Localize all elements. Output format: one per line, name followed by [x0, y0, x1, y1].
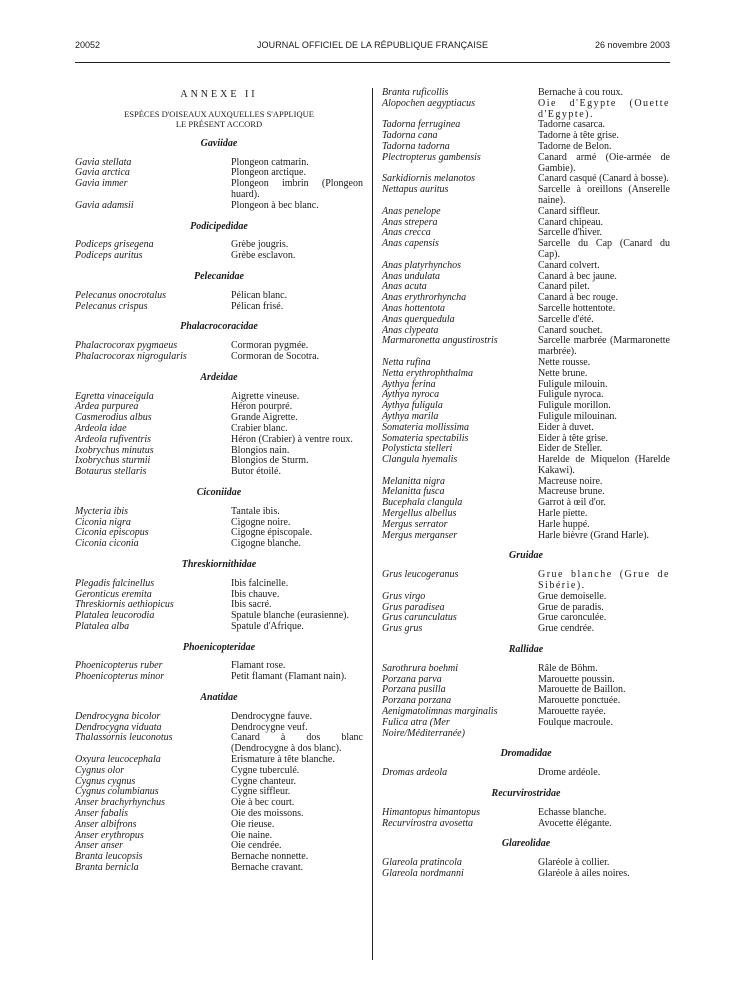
common-name: Canard casqué (Canard à bosse).: [538, 173, 669, 185]
common-name: Canard pilet.: [538, 281, 590, 293]
species-row: [75, 201, 363, 212]
common-name: Sarcelle marbrée (Marmaronette marbrée).: [538, 335, 670, 358]
left-column: [75, 88, 363, 874]
family-heading: Rallidae: [508, 644, 544, 656]
annex-title: ANNEXE II: [180, 89, 258, 100]
species-row: [75, 302, 363, 313]
species-row: [382, 261, 670, 272]
scientific-name: Dromas ardeola: [382, 767, 448, 779]
common-name: Nette rousse.: [538, 356, 591, 368]
page-header: [75, 40, 670, 54]
family-heading: Pelecanidae: [194, 270, 244, 282]
common-name: Héron pourpré.: [231, 401, 293, 413]
scientific-name: Glareola nordmanni: [382, 868, 464, 879]
scientific-name: Ciconia episcopus: [75, 527, 149, 539]
scientific-name: Phoenicopterus minor: [75, 671, 165, 683]
species-row: [75, 507, 363, 518]
common-name: Tadorne casarca.: [538, 119, 606, 131]
family-heading: Gaviidae: [200, 137, 238, 149]
common-name: Petit flamant (Flamant nain).: [231, 671, 347, 683]
scientific-name: Clangula hyemalis: [382, 454, 458, 466]
scientific-name: Casmerodius albus: [75, 412, 152, 424]
scientific-name: Ardea purpurea: [75, 401, 139, 413]
common-name: Plongeon à bec blanc.: [231, 199, 319, 211]
species-row: [382, 819, 670, 830]
scientific-name: Aenigmatolimnas marginalis: [382, 706, 498, 718]
common-name: Grue caronculée.: [538, 612, 607, 624]
scientific-name: Sarkidiornis melanotos: [382, 173, 476, 185]
common-name: Sarcelle du Cap (Canard du Cap).: [538, 238, 670, 260]
scientific-name: Anser brachyrhynchus: [75, 797, 166, 809]
common-name: Canard siffleur.: [538, 205, 601, 217]
common-name: Grue cendrée.: [538, 623, 595, 635]
scientific-name: Platalea alba: [75, 620, 130, 632]
common-name: Plongeon arctique.: [231, 167, 306, 179]
species-row: [382, 99, 670, 121]
scientific-name: Ardeola rufiventris: [75, 433, 152, 445]
species-row: [382, 153, 670, 175]
common-name: Grèbe esclavon.: [231, 250, 296, 262]
species-row: [382, 315, 670, 326]
common-name: Canard à bec jaune.: [538, 270, 617, 282]
common-name: Cygne tuberculé.: [231, 764, 300, 776]
scientific-name: Anas undulata: [382, 270, 441, 282]
common-name: Fuligule morillon.: [538, 400, 611, 412]
common-name: Grue blanche (Grue de Sibérie).: [538, 569, 670, 592]
common-name: Grue de paradis.: [538, 601, 604, 613]
page-number: 20052: [75, 40, 101, 50]
publication-date: 26 novembre 2003: [594, 40, 670, 50]
common-name: Avocette élégante.: [538, 817, 612, 829]
species-row: [382, 423, 670, 434]
scientific-name: Gavia adamsii: [75, 199, 134, 211]
family-heading: Phoenicopteridae: [182, 641, 256, 653]
scientific-name: Aythya nyroca: [382, 389, 440, 401]
scientific-name: Geronticus eremita: [75, 588, 152, 600]
common-name: Oie des moissons.: [231, 808, 304, 820]
common-name: Bernache nonnette.: [231, 851, 309, 863]
scientific-name: Melanitta fusca: [382, 486, 445, 498]
common-name: Marouette poussin.: [538, 673, 615, 685]
common-name: Canard chipeau.: [538, 216, 603, 228]
common-name: Tadorne à tête grise.: [538, 130, 619, 142]
column-divider: [372, 88, 373, 960]
common-name: Eider de Steller.: [538, 443, 603, 455]
species-row: [75, 352, 363, 363]
common-name: Blongios de Sturm.: [231, 455, 309, 467]
species-row: [75, 179, 363, 201]
common-name: Ibis chauve.: [231, 588, 280, 600]
scientific-name: Phalacrocorax nigrogularis: [75, 350, 187, 362]
scientific-name: Egretta vinaceigula: [75, 390, 154, 402]
scientific-name: Anas clypeata: [382, 324, 439, 336]
common-name: Canard à bec rouge.: [538, 292, 618, 304]
common-name: Harelde de Miquelon (Harelde Kakawi).: [538, 454, 670, 476]
scientific-name: Gavia stellata: [75, 156, 132, 168]
species-row: [382, 531, 670, 542]
species-row: [75, 435, 363, 446]
common-name: Tadorne de Belon.: [538, 140, 612, 152]
common-name: Harle bièvre (Grand Harle).: [538, 529, 650, 541]
common-name: Aigrette vineuse.: [231, 390, 300, 402]
scientific-name: Recurvirostra avosetta: [382, 817, 474, 829]
species-row: [75, 863, 363, 874]
common-name: Harle huppé.: [538, 518, 590, 530]
common-name: Oie à bec court.: [231, 797, 295, 809]
common-name: Fuligule milouin.: [538, 378, 608, 390]
scientific-name: Mycteria ibis: [75, 505, 129, 517]
common-name: Ibis falcinelle.: [231, 577, 289, 589]
scientific-name: Cygnus olor: [75, 764, 125, 776]
common-name: Marouette rayée.: [538, 706, 606, 718]
scientific-name: Anas capensis: [382, 238, 439, 250]
common-name: Flamant rose.: [231, 660, 286, 672]
scientific-name: Gavia immer: [75, 178, 128, 190]
common-name: Sarcelle hottentote.: [538, 302, 616, 314]
scientific-name: Cygnus columbianus: [75, 786, 159, 798]
scientific-name: Anas crecca: [382, 227, 431, 239]
common-name: Garrot à œil d'or.: [538, 497, 606, 509]
common-name: Pélican blanc.: [231, 289, 288, 301]
scientific-name: Platalea leucorodia: [75, 610, 155, 622]
scientific-name: Dendrocygna bicolor: [75, 710, 161, 722]
family-heading: Gruidae: [509, 550, 543, 562]
scientific-name: Glareola pratincola: [382, 857, 462, 869]
common-name: Bernache à cou roux.: [538, 87, 623, 98]
scientific-name: Anas hottentota: [382, 302, 446, 314]
common-name: Cigogne épiscopale.: [231, 527, 313, 539]
common-name: Fuligule milouinan.: [538, 410, 617, 422]
scientific-name: Dendrocygna viduata: [75, 721, 162, 733]
scientific-name: Alopochen aegyptiacus: [382, 97, 476, 109]
scientific-name: Branta bernicla: [75, 862, 139, 874]
species-row: [382, 613, 670, 624]
family-heading: Dromadidae: [500, 748, 552, 760]
species-row: [75, 733, 363, 755]
journal-title: JOURNAL OFFICIEL DE LA RÉPUBLIQUE FRANÇAISE: [256, 40, 489, 50]
scientific-name: Cygnus cygnus: [75, 775, 136, 787]
scientific-name: Tadorna tadorna: [382, 140, 450, 152]
common-name: Ibis sacré.: [231, 599, 272, 611]
scientific-name: Anser albifrons: [75, 818, 137, 830]
scientific-name: Pelecanus crispus: [75, 300, 148, 312]
common-name: Râle de Böhm.: [538, 662, 598, 674]
common-name: Oie cendrée.: [231, 840, 282, 852]
species-row: [382, 239, 670, 261]
common-name: Oie d'Egypte (Ouette d'Egypte).: [538, 97, 670, 120]
common-name: Plongeon catmarin.: [231, 156, 309, 168]
common-name: Macreuse brune.: [538, 486, 605, 498]
scientific-name: Sarothrura boehmi: [382, 662, 459, 674]
family-heading: Glareolidae: [501, 838, 551, 850]
scientific-name: Anser erythropus: [75, 829, 144, 841]
common-name: Canard souchet.: [538, 324, 603, 336]
scientific-name: Anser fabalis: [75, 808, 129, 820]
scientific-name: Aythya marila: [382, 410, 439, 422]
common-name: Macreuse noire.: [538, 475, 603, 487]
scientific-name: Polysticta stelleri: [382, 443, 453, 455]
scientific-name: Marmaronetta angustirostris: [382, 335, 498, 347]
family-heading: Recurvirostridae: [491, 788, 561, 800]
common-name: Eider à duvet.: [538, 421, 594, 433]
common-name: Blongios nain.: [231, 444, 290, 456]
common-name: Grande Aigrette.: [231, 412, 298, 424]
scientific-name: Mergus merganser: [382, 529, 458, 541]
common-name: Sarcelle d'été.: [538, 313, 594, 325]
scientific-name: Grus grus: [382, 623, 423, 635]
species-row: [75, 291, 363, 302]
scientific-name: Aythya fuligula: [382, 400, 443, 412]
scientific-name: Tadorna cana: [382, 130, 438, 142]
scientific-name: Branta ruficollis: [382, 87, 449, 98]
scientific-name: Somateria spectabilis: [382, 432, 469, 444]
common-name: Sarcelle d'hiver.: [538, 227, 602, 239]
scientific-name: Anas platyrhynchos: [382, 259, 461, 271]
scientific-name: Grus carunculatus: [382, 612, 457, 624]
common-name: Sarcelle à oreillons (Anserelle naine).: [538, 184, 670, 206]
scientific-name: Anas strepera: [382, 216, 438, 228]
species-row: [382, 336, 670, 358]
common-name: Cygne siffleur.: [231, 786, 291, 798]
scientific-name: Plectropterus gambensis: [382, 151, 481, 163]
scientific-name: Oxyura leucocephala: [75, 754, 161, 766]
common-name: Foulque macroule.: [538, 716, 613, 728]
species-row: [382, 570, 670, 592]
common-name: Cormoran de Socotra.: [231, 350, 320, 362]
scientific-name: Anas erythrorhyncha: [382, 292, 467, 304]
common-name: Bernache cravant.: [231, 862, 304, 874]
scientific-name: Porzana parva: [382, 673, 442, 685]
scientific-name: Threskiornis aethiopicus: [75, 599, 174, 611]
common-name: Cormoran pygmée.: [231, 340, 309, 352]
scientific-name: Ixobrychus sturmii: [75, 455, 151, 467]
annex-subtitle: [75, 109, 363, 129]
family-heading: Phalacrocoracidae: [180, 321, 258, 333]
common-name: Canard à dos blanc (Dendrocygne à dos blanc).: [231, 732, 363, 755]
common-name: Marouette ponctuée.: [538, 695, 621, 707]
species-row: [75, 672, 363, 683]
scientific-name: Mergus serrator: [382, 518, 448, 530]
common-name: Nette brune.: [538, 367, 588, 379]
scientific-name: Branta leucopsis: [75, 851, 143, 863]
species-row: [382, 369, 670, 380]
scientific-name: Ciconia ciconia: [75, 538, 139, 550]
scientific-name: Netta rufina: [382, 356, 431, 368]
species-row: [382, 718, 670, 740]
common-name: Butor étoilé.: [231, 466, 281, 478]
species-row: [75, 539, 363, 550]
scientific-name: Anas querquedula: [382, 313, 455, 325]
scientific-name: Fulica atra (Mer Noire/Méditerranée): [382, 716, 465, 739]
scientific-name: Ixobrychus minutus: [75, 444, 154, 456]
species-row: [382, 207, 670, 218]
common-name: Cygne chanteur.: [231, 775, 296, 787]
scientific-name: Melanitta nigra: [382, 475, 446, 487]
scientific-name: Mergellus albellus: [382, 508, 457, 520]
scientific-name: Grus virgo: [382, 590, 426, 602]
scientific-name: Podiceps grisegena: [75, 239, 154, 251]
common-name: Harle piette.: [538, 508, 588, 520]
common-name: Héron (Crabier) à ventre roux.: [231, 433, 353, 445]
family-heading: Ardeidae: [200, 371, 238, 383]
common-name: Erismature à tête blanche.: [231, 754, 335, 766]
species-row: [382, 185, 670, 207]
scientific-name: Nettapus auritus: [382, 184, 449, 196]
scientific-name: Botaurus stellaris: [75, 466, 147, 478]
common-name: Spatule d'Afrique.: [231, 620, 304, 632]
annex-subtitle-line: LE PRÉSENT ACCORD: [175, 118, 263, 129]
scientific-name: Pelecanus onocrotalus: [75, 289, 167, 301]
common-name: Glaréole à ailes noires.: [538, 868, 630, 879]
common-name: Plongeon imbrin (Plongeon huard).: [231, 178, 363, 200]
common-name: Drome ardéole.: [538, 767, 601, 779]
scientific-name: Porzana porzana: [382, 695, 452, 707]
species-row: [382, 624, 670, 635]
scientific-name: Somateria mollissima: [382, 421, 469, 433]
scientific-name: Gavia arctica: [75, 167, 130, 179]
common-name: Grèbe jougris.: [231, 239, 289, 251]
common-name: Dendrocygne fauve.: [231, 710, 313, 722]
common-name: Spatule blanche (eurasienne).: [231, 610, 350, 622]
family-heading: Anatidae: [200, 692, 238, 704]
common-name: Echasse blanche.: [538, 806, 607, 818]
scientific-name: Phalacrocorax pygmaeus: [75, 340, 178, 352]
common-name: Marouette de Baillon.: [538, 684, 626, 696]
scientific-name: Grus paradisea: [382, 601, 445, 613]
species-row: [382, 869, 670, 880]
common-name: Dendrocygne veuf.: [231, 721, 308, 733]
scientific-name: Bucephala clangula: [382, 497, 463, 509]
common-name: Cigogne blanche.: [231, 538, 301, 550]
species-row: [75, 579, 363, 590]
common-name: Oie rieuse.: [231, 818, 275, 830]
species-row: [75, 622, 363, 633]
scientific-name: Himantopus himantopus: [382, 806, 481, 818]
family-heading: Ciconiidae: [196, 486, 242, 498]
scientific-name: Grus leucogeranus: [382, 569, 459, 581]
family-heading: Threskiornithidae: [181, 558, 257, 570]
scientific-name: Netta erythrophthalma: [382, 367, 474, 379]
species-row: [382, 808, 670, 819]
common-name: Grue demoiselle.: [538, 590, 607, 602]
common-name: Glaréole à collier.: [538, 857, 610, 869]
scientific-name: Podiceps auritus: [75, 250, 143, 262]
species-row: [382, 455, 670, 477]
scientific-name: Porzana pusilla: [382, 684, 446, 696]
species-row: [382, 768, 670, 779]
scientific-name: Anas acuta: [382, 281, 427, 293]
scientific-name: Tadorna ferruginea: [382, 119, 461, 131]
common-name: Pélican frisé.: [231, 300, 284, 312]
annex-subtitle-line: ESPÈCES D'OISEAUX AUXQUELLES S'APPLIQUE: [124, 108, 314, 119]
common-name: Canard colvert.: [538, 259, 600, 271]
scientific-name: Phoenicopterus ruber: [75, 660, 163, 672]
scientific-name: Anas penelope: [382, 205, 441, 217]
common-name: Cigogne noire.: [231, 516, 291, 528]
common-name: Crabier blanc.: [231, 422, 288, 434]
scientific-name: Thalassornis leuconotus: [75, 732, 173, 744]
species-row: [75, 467, 363, 478]
header-rule: [75, 62, 670, 63]
scientific-name: Anser anser: [75, 840, 124, 852]
scientific-name: Plegadis falcinellus: [75, 577, 155, 589]
common-name: Eider à tête grise.: [538, 432, 608, 444]
common-name: Tantale ibis.: [231, 505, 280, 517]
family-heading: Podicipedidae: [190, 220, 248, 232]
common-name: Fuligule nyroca.: [538, 389, 604, 401]
scientific-name: Aythya ferina: [382, 378, 436, 390]
common-name: Canard armé (Oie-armée de Gambie).: [538, 151, 670, 174]
scientific-name: Ciconia nigra: [75, 516, 131, 528]
common-name: Oie naine.: [231, 829, 273, 841]
right-column: [382, 88, 670, 880]
scientific-name: Ardeola idae: [75, 422, 127, 434]
species-row: [75, 251, 363, 262]
